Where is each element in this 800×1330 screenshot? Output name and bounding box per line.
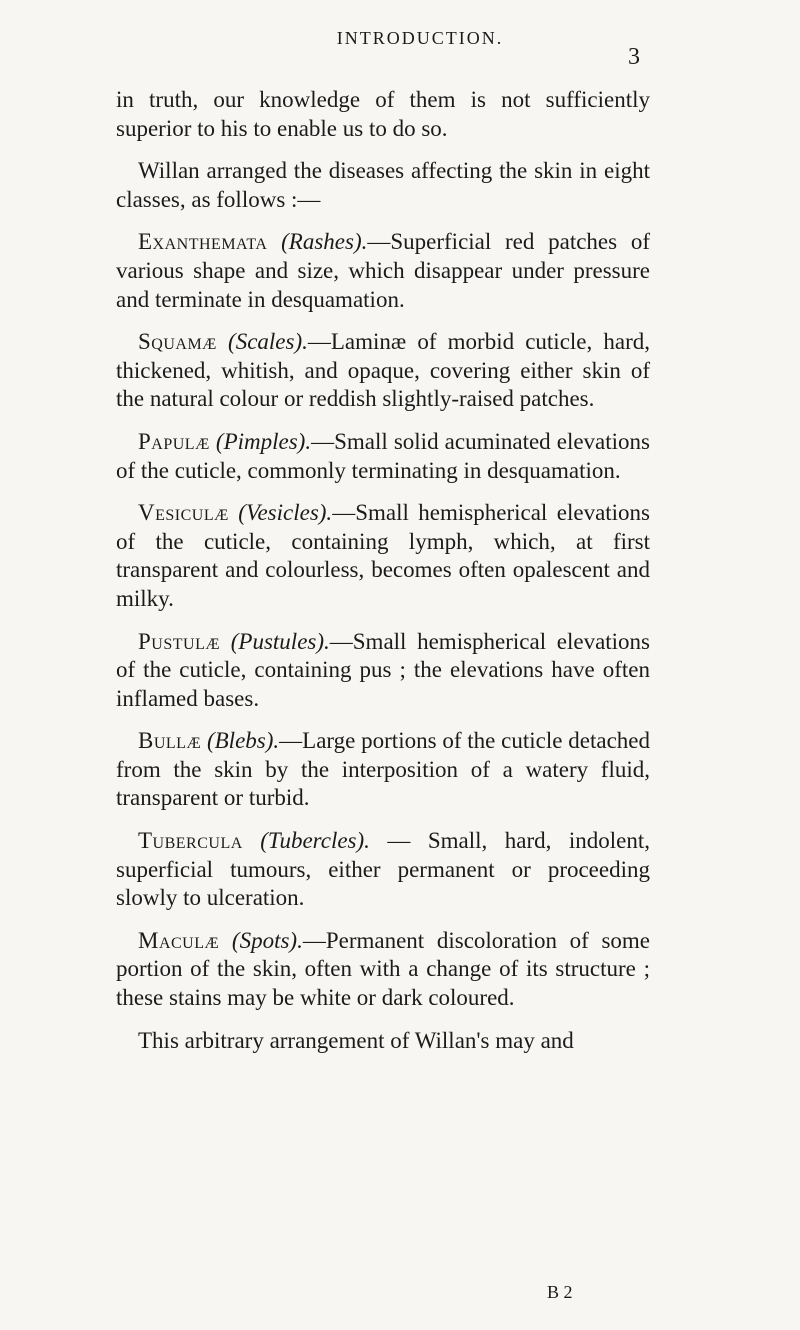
gloss: (Pimples).: [215, 428, 312, 454]
definition-text: —Laminæ of morbid cuticle, hard, thickened, whitish, and opaque, covering either skin of the natural colour or reddish slightly-raised patches.: [116, 329, 650, 412]
definition-maculae: [116, 927, 650, 1013]
paragraph-willan: Willan arranged the diseases affecting the skin in eight classes, as follows :—: [116, 158, 650, 212]
definition-text: —Permanent discoloration of some portion of the skin, often with a change of its structure ; these stains may be white or dark coloured.: [116, 927, 650, 1011]
definition-tubercula: [116, 827, 650, 913]
term: Tubercula: [138, 828, 243, 854]
gloss: (Spots).: [231, 927, 303, 953]
definition-papulae: [116, 428, 650, 485]
paragraph-closing: This arbitrary arrangement of Willan's may and: [138, 1027, 574, 1053]
definition-text: —Small hemispherical elevations of the cuticle, containing pus ; the elevations have often inflamed bases.: [116, 628, 651, 711]
term: Papulæ: [138, 428, 210, 454]
running-head: INTRODUCTION.: [336, 28, 504, 48]
page-number: 3: [628, 44, 640, 70]
term: Maculæ: [138, 927, 220, 953]
gloss: (Rashes).: [281, 229, 368, 255]
definition-text: — Small, hard, indolent, superficial tumours, either permanent or proceeding slowly to ulceration.: [116, 828, 651, 911]
definition-text: —Superficial red patches of various shape and size, which disappear under pressure and terminate in desquamation.: [116, 229, 650, 312]
definition-text: —Large portions of the cuticle detached from the skin by the interposition of a watery fluid, transparent or turbid.: [116, 728, 650, 811]
term: Exanthemata: [138, 229, 268, 255]
gloss: (Scales).: [228, 329, 308, 355]
signature-mark: B 2: [547, 1282, 573, 1302]
paragraph-intro: in truth, our knowledge of them is not sufficiently superior to his to enable us to do so.: [116, 87, 650, 141]
gloss: (Blebs).: [206, 728, 280, 754]
term: Pustulæ: [138, 628, 221, 654]
definition-exanthemata: [116, 228, 650, 314]
definition-bullae: [116, 727, 650, 813]
term: Vesiculæ: [138, 500, 229, 526]
gloss: (Tubercles).: [260, 828, 370, 854]
definition-vesiculae: [116, 499, 650, 613]
definition-text: —Small solid acuminated elevations of the cuticle, commonly terminating in desquamation.: [116, 428, 650, 483]
term: Squamæ: [138, 329, 217, 355]
gloss: (Vesicles).: [238, 500, 333, 526]
definition-pustulae: [116, 628, 650, 714]
term: Bullæ: [138, 728, 202, 754]
definition-text: —Small hemispherical elevations of the cuticle, containing lymph, which, at first transparent and colourless, becomes often opalescent and milky.: [116, 500, 651, 611]
gloss: (Pustules).: [230, 628, 330, 654]
definition-squamae: [116, 328, 650, 414]
